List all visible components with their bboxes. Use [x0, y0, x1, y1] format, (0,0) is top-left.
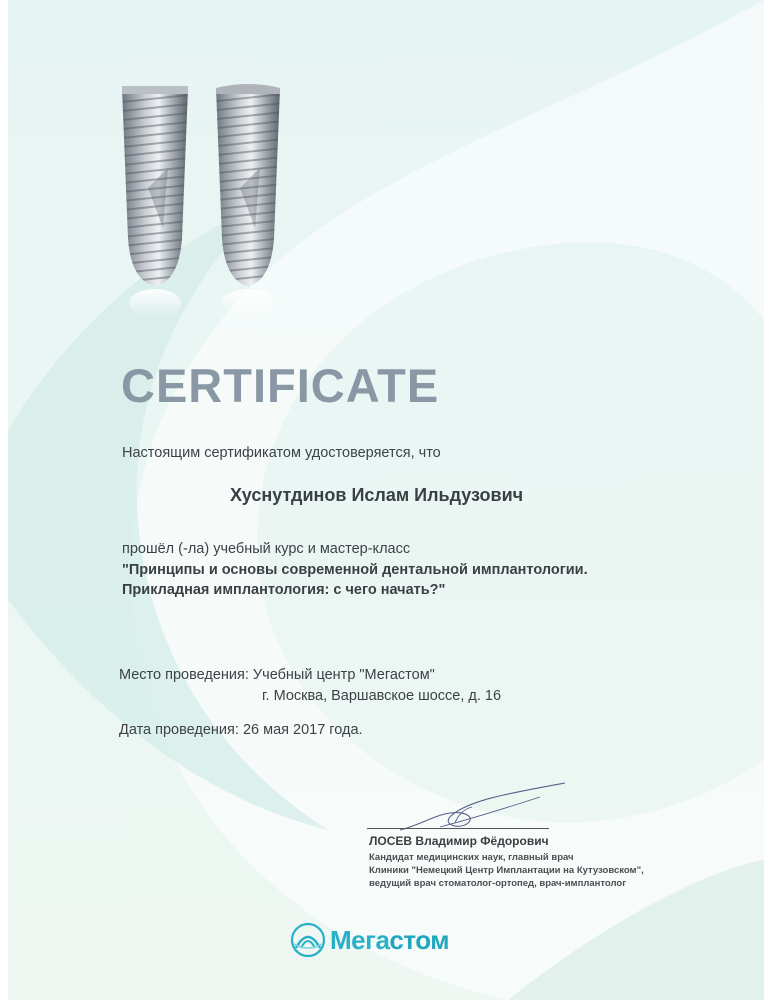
signatory-degree: Кандидат медицинских наук, главный врач	[369, 852, 574, 863]
dental-implants-image	[108, 78, 308, 328]
logo-text-part-2: стом	[389, 924, 450, 955]
certifies-text: Настоящим сертификатом удостоверяется, что	[122, 445, 441, 461]
certificate-title: CERTIFICATE	[121, 359, 440, 412]
logo-text-part-1: Мега	[330, 924, 390, 955]
course-title-line-1: "Принципы и основы современной дентальной имплантологии.	[122, 562, 588, 578]
tooth-arch-icon	[290, 922, 326, 958]
megastom-logo	[290, 920, 449, 960]
signatory-name: ЛОСЕВ Владимир Фёдорович	[369, 834, 549, 848]
course-title	[122, 560, 588, 600]
signatory-position: ведущий врач стоматолог-ортопед, врач-имплантолог	[369, 878, 627, 889]
completed-text: прошёл (-ла) учебный курс и мастер-класс	[122, 541, 411, 557]
logo-text	[330, 925, 449, 956]
date-line: Дата проведения: 26 мая 2017 года.	[119, 722, 363, 738]
address-line: г. Москва, Варшавское шоссе, д. 16	[262, 688, 502, 704]
recipient-name: Хуснутдинов Ислам Ильдузович	[230, 485, 524, 505]
signatory-clinic: Клиники "Немецкий Центр Имплантации на Кутузовском",	[369, 865, 644, 876]
signature-line	[367, 828, 549, 829]
course-title-line-2: Прикладная имплантология: с чего начать?"	[122, 582, 446, 598]
venue-line: Место проведения: Учебный центр "Мегастом"	[119, 667, 435, 683]
